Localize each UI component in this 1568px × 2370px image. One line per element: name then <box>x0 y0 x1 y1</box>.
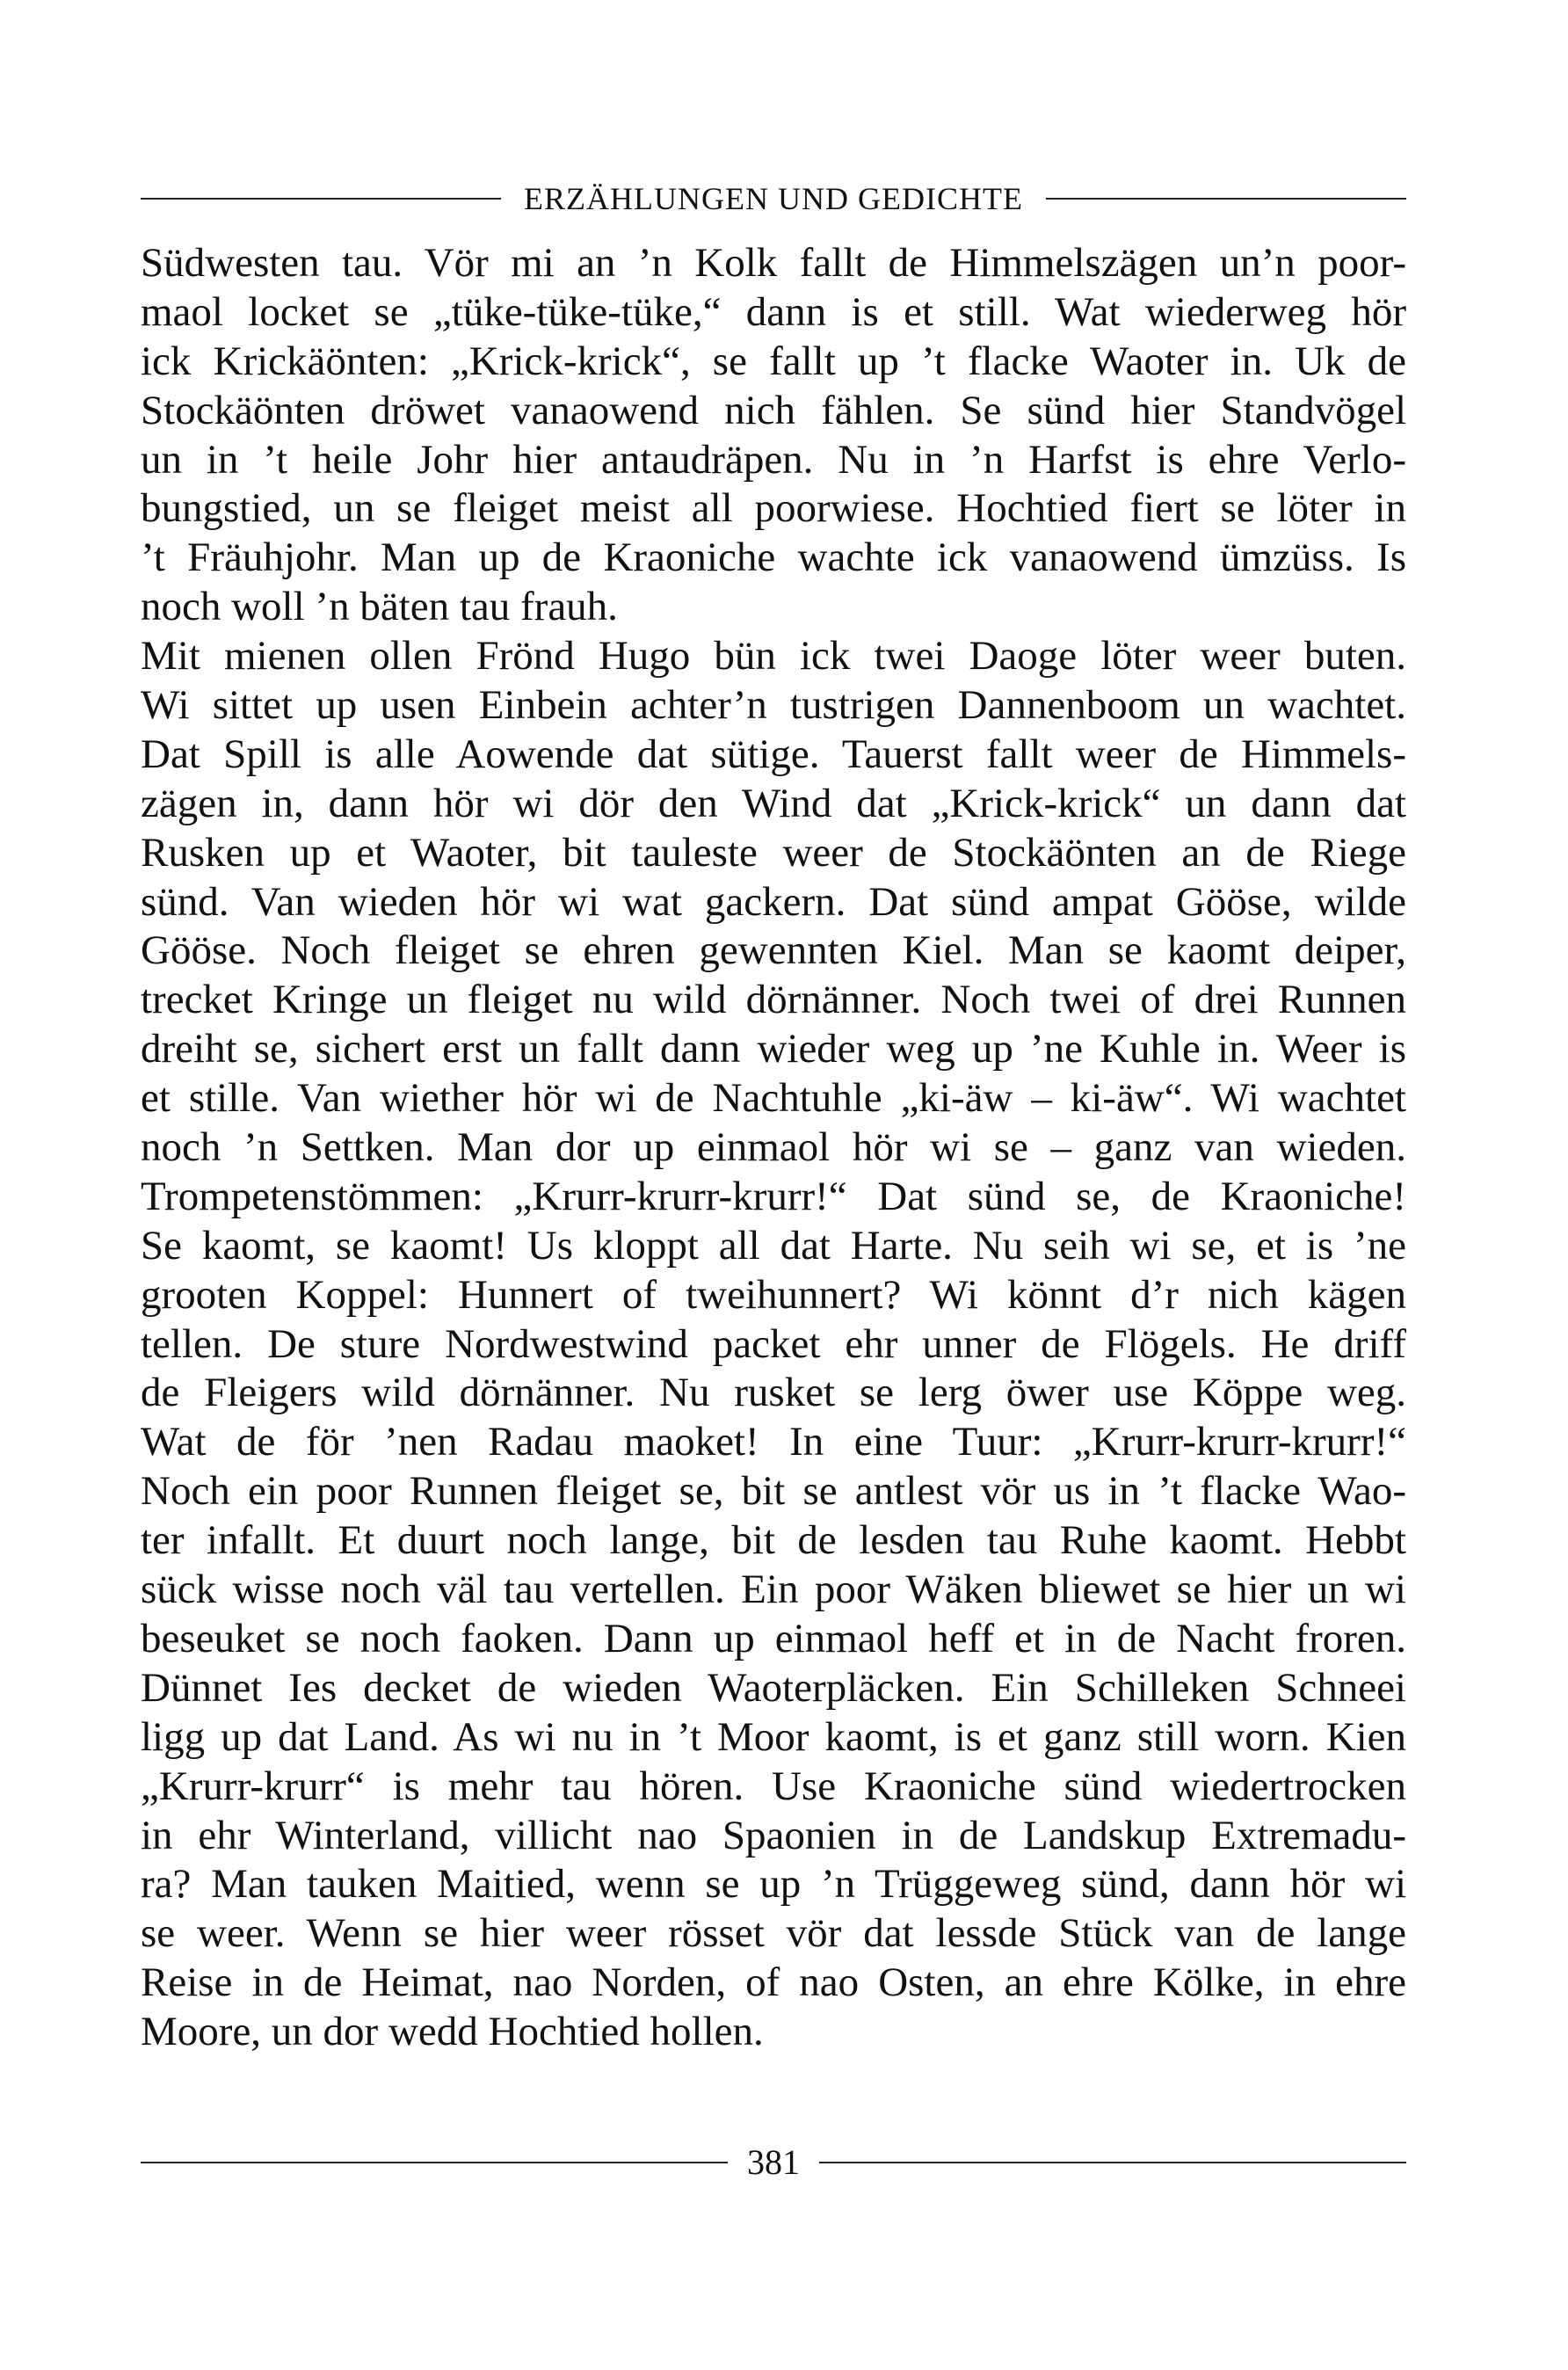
text-line: ’t Fräuhjohr. Man up de Kraoniche wachte ick vanaowend ümzüss. Is <box>141 534 1406 581</box>
text-line: „Krurr-krurr“ is mehr tau hören. Use Kraoniche sünd wiedertrocken <box>141 1763 1406 1809</box>
text-line: dreiht se, sichert erst un fallt dann wieder weg up ’ne Kuhle in. Weer is <box>141 1026 1406 1072</box>
text-line: de Fleigers wild dörnänner. Nu rusket se lerg öwer use Köppe weg. <box>141 1370 1406 1416</box>
text-line: Dünnet Ies decket de wieden Waoterpläcken. Ein Schilleken Schneei <box>141 1664 1406 1711</box>
paragraph <box>141 239 1406 632</box>
page-number: 381 <box>747 2142 800 2182</box>
text-line: Dat Spill is alle Aowende dat sütige. Tauerst fallt weer de Himmels- <box>141 731 1406 777</box>
text-line: Rusken up et Waoter, bit tauleste weer de Stockäönten an de Riege <box>141 829 1406 876</box>
text-line: Mit mienen ollen Frönd Hugo bün ick twei Daoge löter weer buten. <box>141 633 1406 680</box>
running-header <box>141 172 1406 225</box>
text-line: Reise in de Heimat, nao Norden, of nao Osten, an ehre Kölke, in ehre <box>141 1959 1406 2006</box>
text-line: ra? Man tauken Maitied, wenn se up ’n Trüggeweg sünd, dann hör wi <box>141 1861 1406 1908</box>
text-line: Moore, un dor wedd Hochtied hollen. <box>141 2009 764 2055</box>
text-line: tellen. De sture Nordwestwind packet ehr unner de Flögels. He driff <box>141 1320 1406 1367</box>
text-line: maol locket se „tüke-tüke-tüke,“ dann is et still. Wat wiederweg hör <box>141 288 1406 335</box>
text-line: Noch ein poor Runnen fleiget se, bit se antlest vör us in ’t flacke Wao- <box>141 1468 1406 1515</box>
text-line: se weer. Wenn se hier weer rösset vör dat lessde Stück van de lange <box>141 1910 1406 1957</box>
text-line: bungstied, un se fleiget meist all poorwiese. Hochtied fiert se löter in <box>141 485 1406 532</box>
text-line: zägen in, dann hör wi dör den Wind dat „Krick-krick“ un dann dat <box>141 780 1406 826</box>
page-footer <box>141 2136 1406 2189</box>
text-line: Gööse. Noch fleiget se ehren gewennten Kiel. Man se kaomt deiper, <box>141 927 1406 974</box>
text-line: noch ’n Settken. Man dor up einmaol hör wi se – ganz van wieden. <box>141 1124 1406 1171</box>
text-line: Se kaomt, se kaomt! Us kloppt all dat Harte. Nu seih wi se, et is ’ne <box>141 1222 1406 1269</box>
text-line: trecket Kringe un fleiget nu wild dörnänner. Noch twei of drei Runnen <box>141 977 1406 1023</box>
text-line: sück wisse noch väl tau vertellen. Ein poor Wäken bliewet se hier un wi <box>141 1567 1406 1613</box>
text-line: Trompetenstömmen: „Krurr-krurr-krurr!“ Dat sünd se, de Kraoniche! <box>141 1173 1406 1219</box>
paragraph <box>141 632 1406 2057</box>
text-line: et stille. Van wiether hör wi de Nachtuhle „ki-äw – ki-äw“. Wi wachtet <box>141 1075 1406 1122</box>
header-rule-right <box>1046 198 1406 200</box>
text-line: grooten Koppel: Hunnert of tweihunnert? Wi könnt d’r nich kägen <box>141 1271 1406 1318</box>
running-header-title: ERZÄHLUNGEN UND GEDICHTE <box>524 181 1023 216</box>
text-line: sünd. Van wieden hör wi wat gackern. Dat sünd ampat Gööse, wilde <box>141 878 1406 925</box>
header-rule-left <box>141 198 501 200</box>
body-text <box>141 239 1406 2057</box>
text-line: beseuket se noch faoken. Dann up einmaol heff et in de Nacht froren. <box>141 1615 1406 1661</box>
text-line: ter infallt. Et duurt noch lange, bit de lesden tau Ruhe kaomt. Hebbt <box>141 1517 1406 1564</box>
text-line: un in ’t heile Johr hier antaudräpen. Nu in ’n Harfst is ehre Verlo- <box>141 436 1406 483</box>
text-line: ligg up dat Land. As wi nu in ’t Moor kaomt, is et ganz still worn. Kien <box>141 1713 1406 1760</box>
text-line: in ehr Winterland, villicht nao Spaonien in de Landskup Extremadu- <box>141 1812 1406 1858</box>
text-line: ick Krickäönten: „Krick-krick“, se fallt up ’t flacke Waoter in. Uk de <box>141 338 1406 384</box>
text-line: Wat de för ’nen Radau maoket! In eine Tuur: „Krurr-krurr-krurr!“ <box>141 1419 1406 1465</box>
text-line: noch woll ’n bäten tau frauh. <box>141 584 618 630</box>
footer-rule-left <box>141 2162 728 2163</box>
footer-rule-right <box>819 2162 1406 2163</box>
text-line: Wi sittet up usen Einbein achter’n tustrigen Dannenboom un wachtet. <box>141 682 1406 729</box>
text-line: Stockäönten dröwet vanaowend nich fählen. Se sünd hier Standvögel <box>141 387 1406 433</box>
text-line: Südwesten tau. Vör mi an ’n Kolk fallt de Himmelszägen un’n poor- <box>141 240 1406 286</box>
